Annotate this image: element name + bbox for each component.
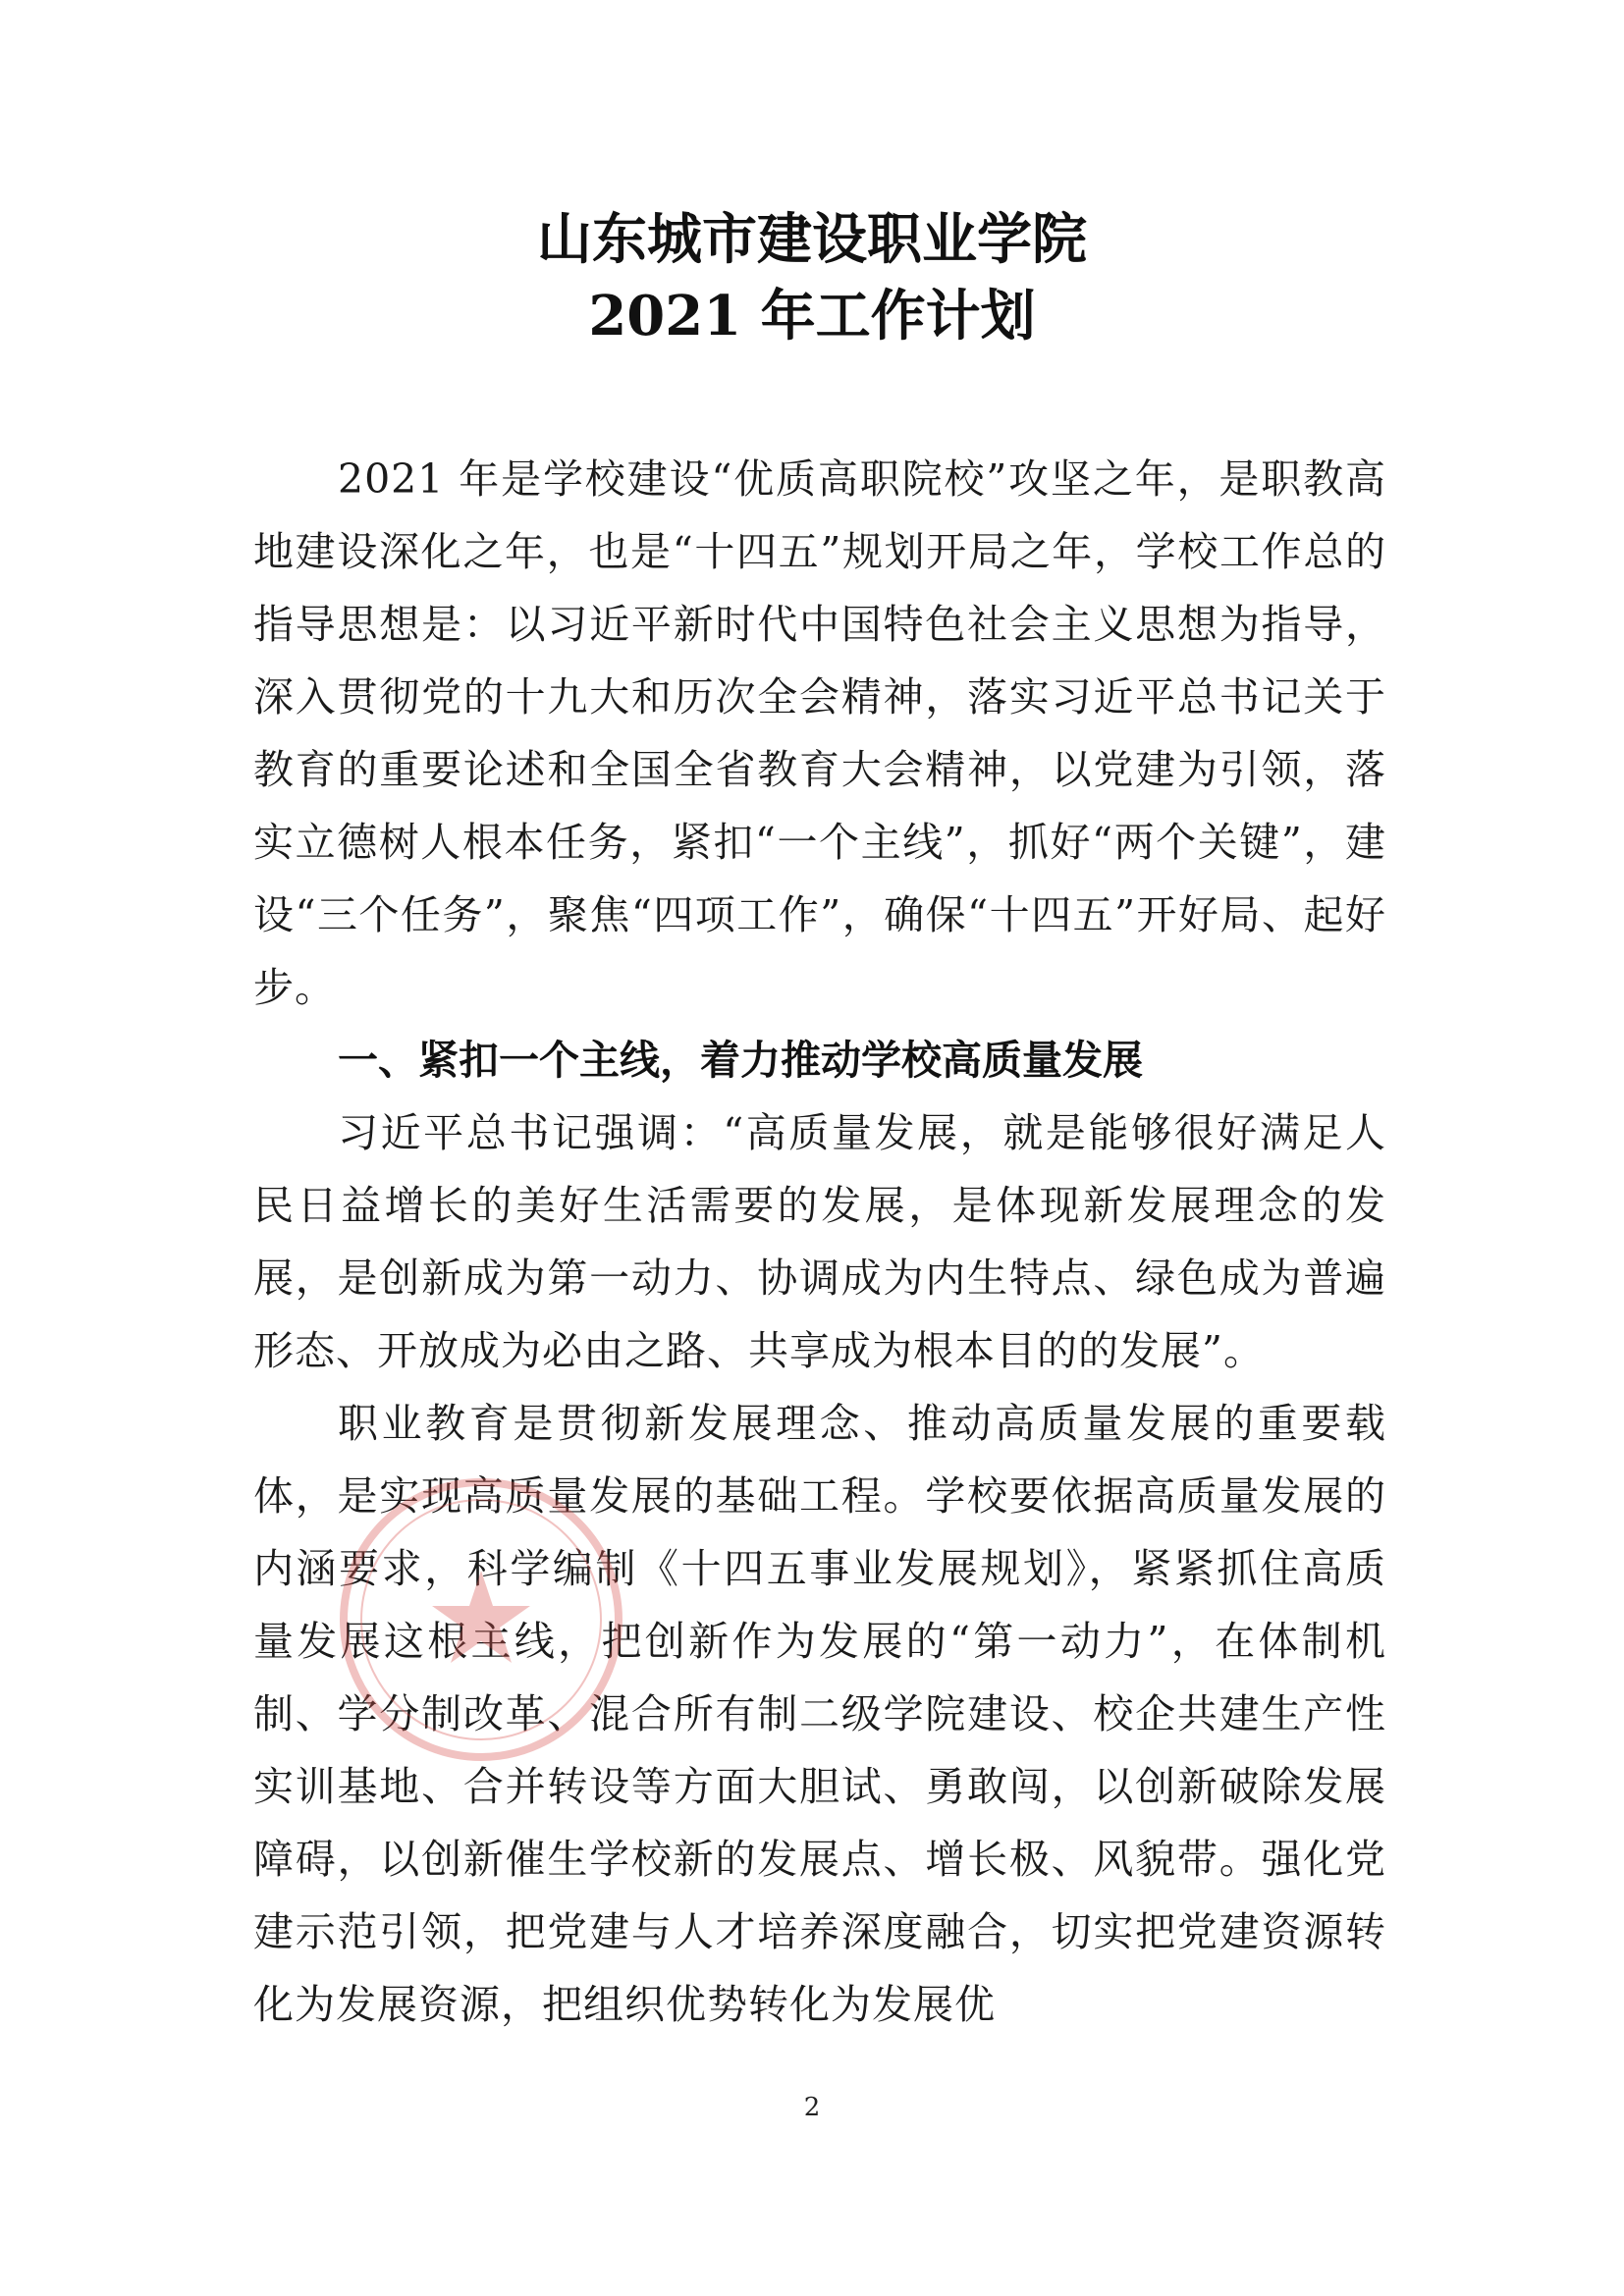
paragraph-intro: 2021 年是学校建设“优质高职院校”攻坚之年，是职教高地建设深化之年，也是“十四五”规划开局之年，学校工作总的指导思想是：以习近平新时代中国特色社会主义思想为指导，深入贯彻党的十九大和历次全会精神，落实习近平总书记关于教育的重要论述和全国全省教育大会精神，以党建为引领，落实立德树人根本任务，紧扣“一个主线”，抓好“两个关键”，建设“三个任务”，聚焦“四项工作”，确保“十四五”开好局、起好步。	[253, 455, 1386, 1011]
official-seal-icon	[334, 1472, 628, 1767]
document-title-line1: 山东城市建设职业学院	[537, 207, 1087, 272]
document-title-line2: 2021 年工作计划	[588, 284, 1036, 348]
section-heading-1: 一、紧扣一个主线，着力推动学校高质量发展	[338, 1037, 1143, 1084]
page-number: 2	[803, 2093, 821, 2122]
paragraph-vocational-education: 职业教育是贯彻新发展理念、推动高质量发展的重要载体，是实现高质量发展的基础工程。学校要依据高质量发展的内涵要求，科学编制《十四五事业发展规划》，紧紧抓住高质量发展这根主线，把创新作为发展的“第一动力”，在体制机制、学分制改革、混合所有制二级学院建设、校企共建生产性实训基地、合并转设等方面大胆试、勇敢闯，以创新破除发展障碍，以创新催生学校新的发展点、增长极、风貌带。强化党建示范引领，把党建与人才培养深度融合，切实把党建资源转化为发展资源，把组织优势转化为发展优	[253, 1400, 1386, 2028]
paragraph-quote: 习近平总书记强调：“高质量发展，就是能够很好满足人民日益增长的美好生活需要的发展，是体现新发展理念的发展，是创新成为第一动力、协调成为内生特点、绿色成为普遍形态、开放成为必由之路、共享成为根本目的的发展”。	[253, 1109, 1386, 1374]
